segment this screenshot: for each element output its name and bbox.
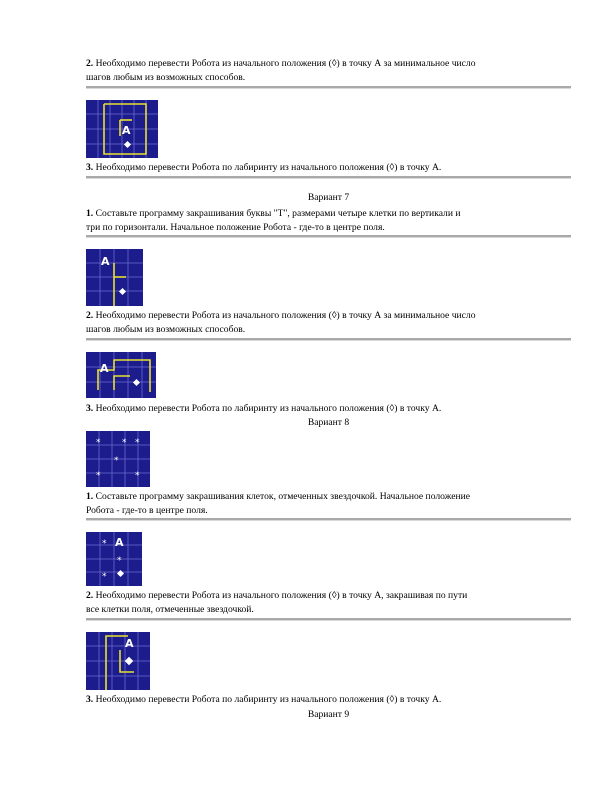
svg-text:*: * [102,539,107,549]
svg-text:*: * [122,438,127,448]
task-text: три по горизонтали. Начальное положение Робота - где-то в центре поля. [86,222,385,233]
svg-text:A: A [125,637,134,650]
svg-text:A: A [100,362,109,375]
task-text: 3. Необходимо перевести Робота по лабиринту из начального положения (◊) в точку А. [86,694,442,705]
robot-field-grid [86,100,158,158]
separator [86,518,571,521]
svg-text:*: * [135,471,140,481]
point-a-label: A [122,124,131,137]
variant-heading: Вариант 9 [307,709,350,720]
svg-text:*: * [96,438,101,448]
svg-text:A: A [115,536,124,549]
task-text: 3. Необходимо перевести Робота по лабиринту из начального положения (◊) в точку А. [86,162,442,173]
separator [86,618,571,621]
variant-heading: Вариант 7 [307,192,350,203]
svg-text:*: * [96,471,101,481]
task-text: 2. Необходимо перевести Робота из начального положения (◊) в точку А за минимальное число [86,58,476,69]
separator [86,235,571,238]
svg-text:*: * [117,556,122,566]
task-text: 1. Составьте программу закрашивания клеток, отмеченных звездочкой. Начальное положение [86,491,470,502]
separator [86,338,571,341]
task-text: 1. Составьте программу закрашивания буквы "Т", размерами четыре клетки по вертикали и [86,208,461,219]
svg-text:*: * [102,572,107,582]
task-text: Робота - где-то в центре поля. [86,505,208,516]
robot-field-grid [86,249,143,306]
robot-field-grid [86,532,142,586]
task-text: шагов любым из возможных способов. [86,324,246,335]
task-text: шагов любым из возможных способов. [86,72,246,83]
task-text: все клетки поля, отмеченные звездочкой. [86,604,254,615]
variant-heading: Вариант 8 [307,417,350,428]
robot-field-grid [86,431,150,487]
separator [86,176,571,179]
task-text: 3. Необходимо перевести Робота по лабиринту из начального положения (◊) в точку А. [86,403,442,414]
svg-text:A: A [101,255,110,268]
task-text: 2. Необходимо перевести Робота из начального положения (◊) в точку А, закрашивая по пути [86,590,468,601]
robot-field-grid [86,352,156,398]
task-text: 2. Необходимо перевести Робота из начального положения (◊) в точку А за минимальное число [86,310,476,321]
separator [86,86,571,89]
robot-field-grid [86,632,150,690]
svg-text:*: * [114,456,119,466]
svg-text:*: * [135,438,140,448]
